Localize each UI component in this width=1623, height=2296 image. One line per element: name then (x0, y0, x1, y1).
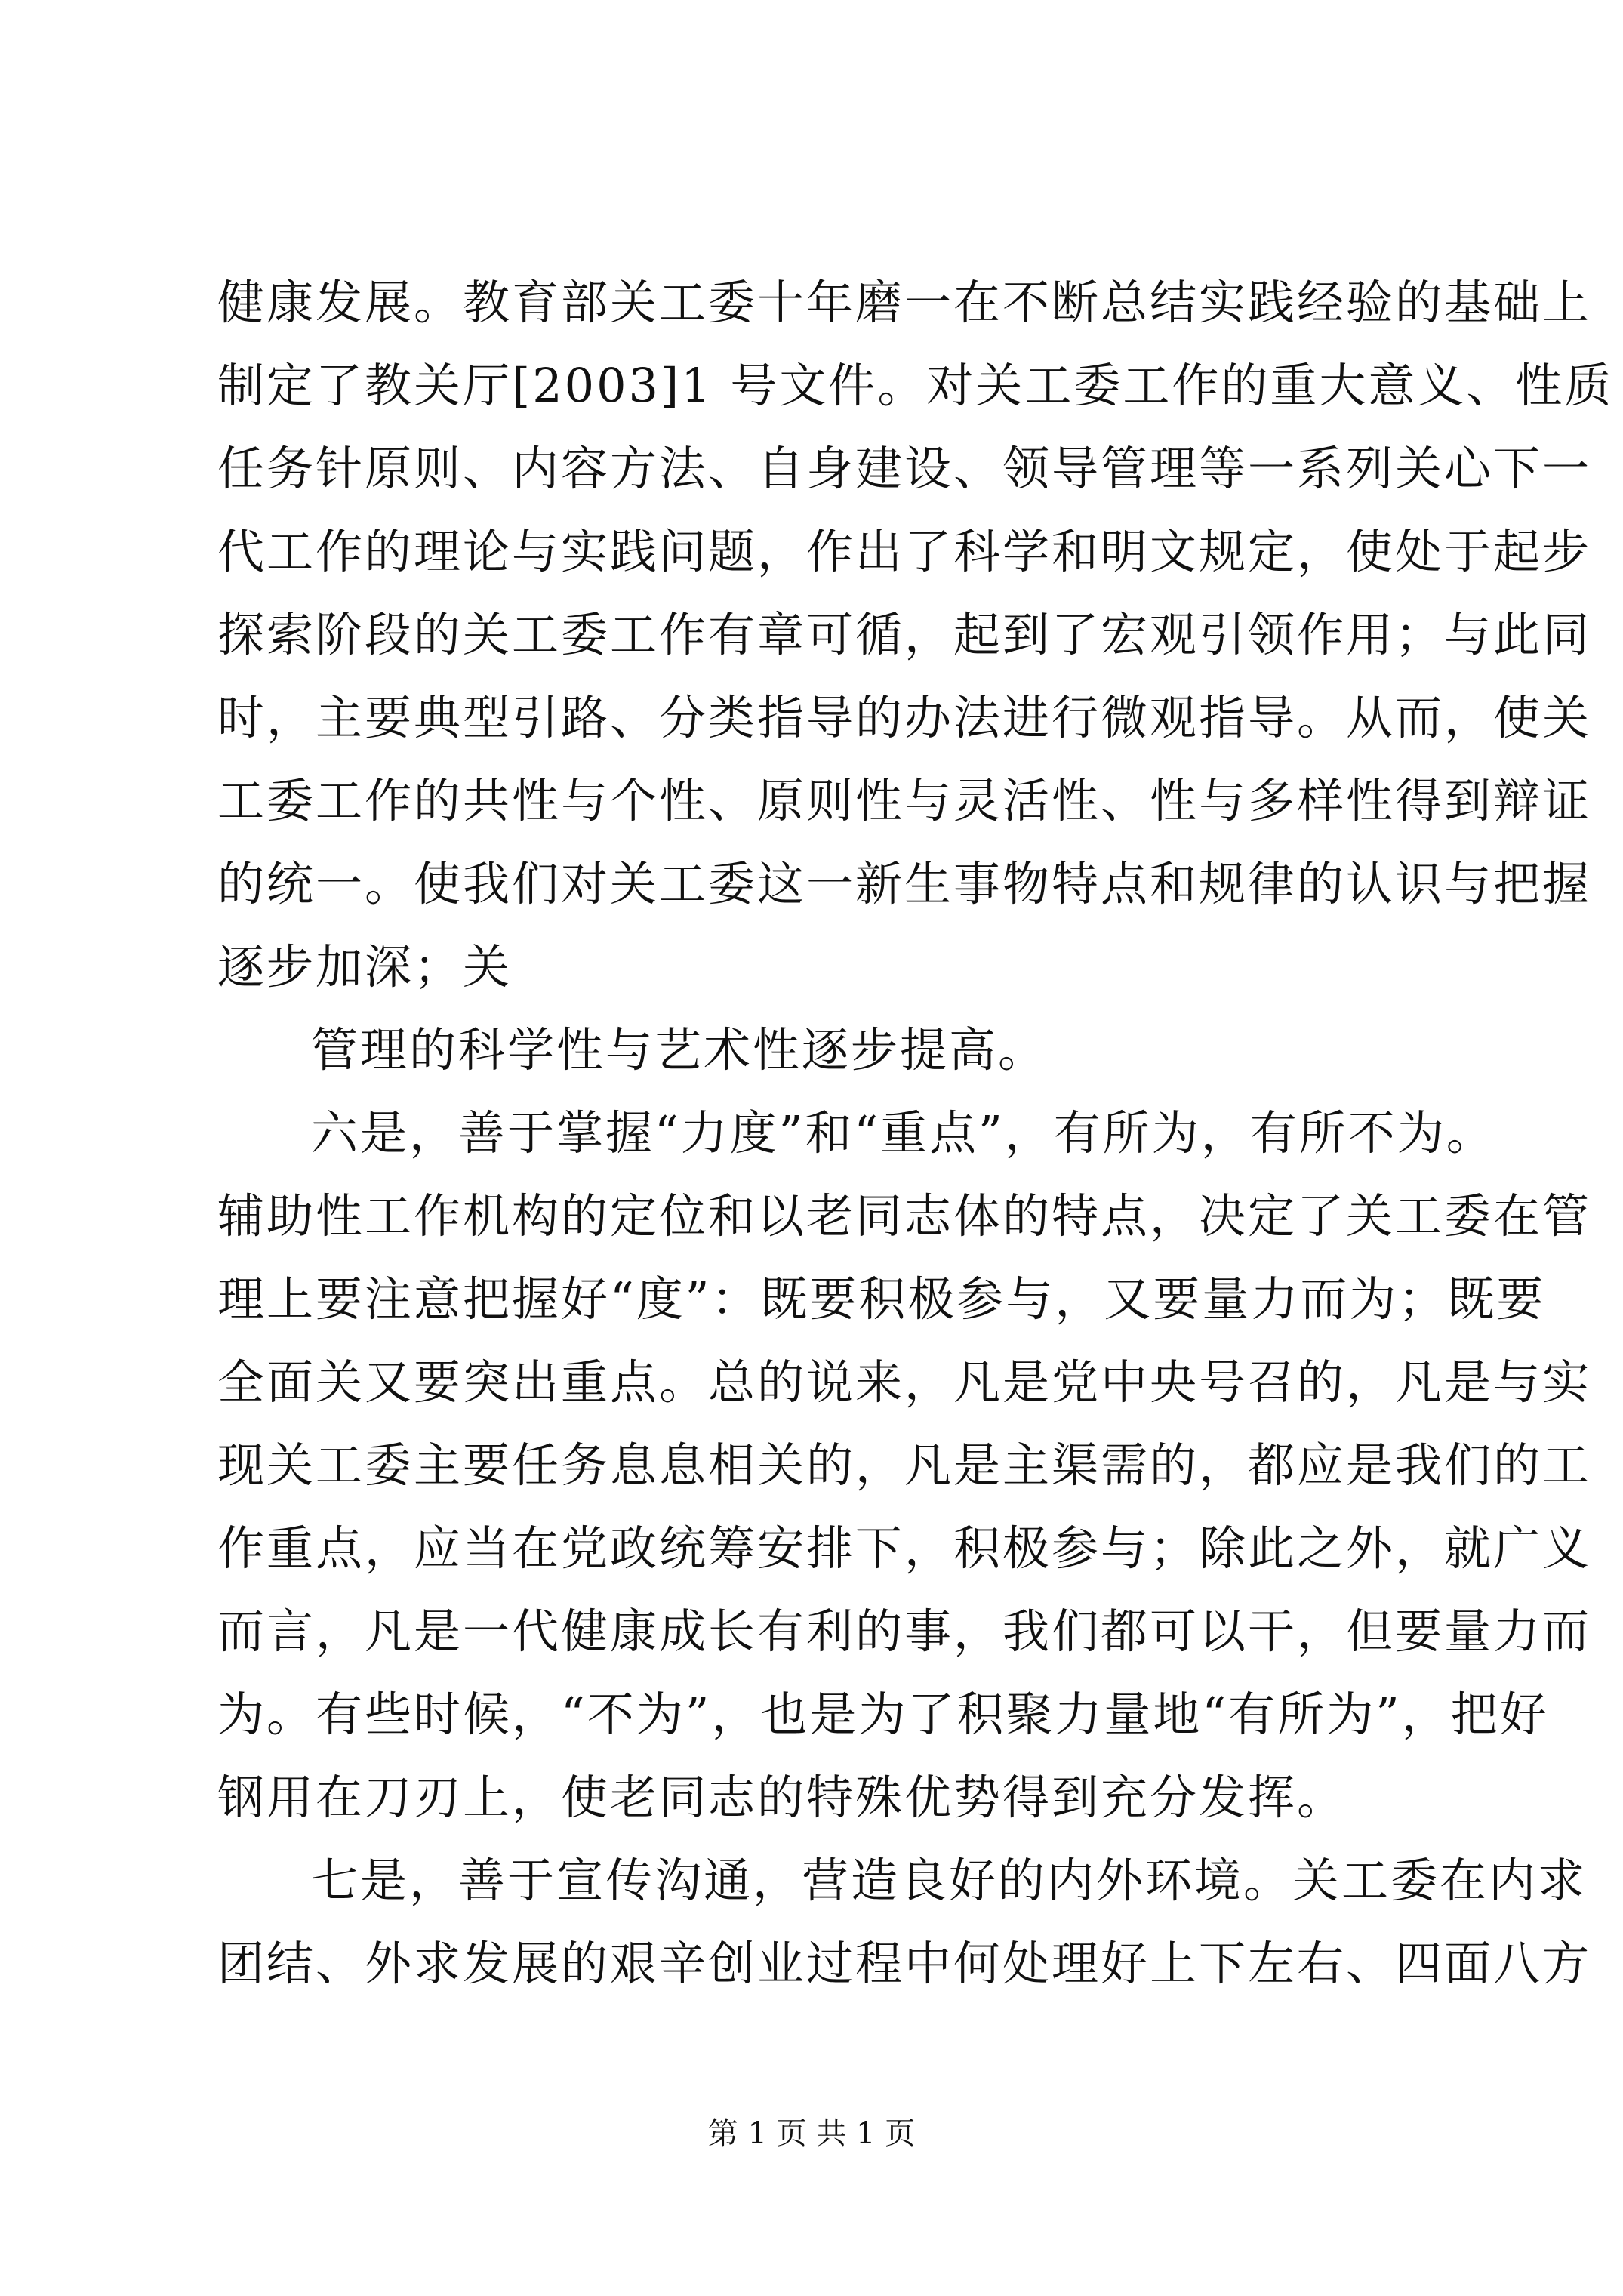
body-text (217, 261, 1614, 2005)
text-line-9: 逐步加深；关 (217, 939, 513, 994)
text-line-17: 而言，凡是一代健康成长有利的事，我们都可以干，但要量力而 (217, 1604, 1592, 1659)
text-line-14: 全面关又要突出重点。总的说来，凡是党中央号召的，凡是与实 (217, 1354, 1592, 1410)
text-line-21: 团结、外求发展的艰辛创业过程中何处理好上下左右、四面八方 (217, 1936, 1592, 1991)
text-line-12: 辅助性工作机构的定位和以老同志体的特点，决定了关工委在管 (217, 1188, 1592, 1244)
text-line-4: 代工作的理论与实践问题，作出了科学和明文规定，使处于起步 (217, 524, 1592, 579)
page-number-footer: 第 1 页 共 1 页 (707, 2116, 916, 2151)
text-line-6: 时，主要典型引路、分类指导的办法进行微观指导。从而，使关 (217, 690, 1592, 745)
text-line-15: 现关工委主要任务息息相关的，凡是主渠需的，都应是我们的工 (217, 1438, 1592, 1493)
text-line-8: 的统一。使我们对关工委这一新生事物特点和规律的认识与把握 (217, 856, 1592, 911)
text-line-1: 健康发展。教育部关工委十年磨一在不断总结实践经验的基础上 (217, 275, 1592, 330)
text-line-10: 管理的科学性与艺术性逐步提高。 (311, 1022, 1048, 1077)
text-line-7: 工委工作的共性与个性、原则性与灵活性、性与多样性得到辩证 (217, 773, 1592, 828)
text-line-11: 六是，善于掌握“力度”和“重点”，有所为，有所不为。 (311, 1105, 1495, 1160)
text-line-2: 制定了教关厅[2003]1 号文件。对关工委工作的重大意义、性质 (217, 358, 1614, 413)
text-line-18: 为。有些时候，“不为”，也是为了积聚力量地“有所为”，把好 (217, 1687, 1549, 1742)
text-line-19: 钢用在刀刃上，使老同志的特殊优势得到充分发挥。 (217, 1770, 1347, 1825)
text-line-5: 探索阶段的关工委工作有章可循，起到了宏观引领作用；与此同 (217, 607, 1592, 662)
text-line-20: 七是，善于宣传沟通，营造良好的内外环境。关工委在内求 (311, 1853, 1588, 1908)
text-line-16: 作重点，应当在党政统筹安排下，积极参与；除此之外，就广义 (217, 1521, 1592, 1576)
text-line-13: 理上要注意把握好“度”：既要积极参与，又要量力而为；既要 (217, 1271, 1546, 1327)
text-line-3: 任务针原则、内容方法、自身建设、领导管理等一系列关心下一 (217, 441, 1592, 496)
